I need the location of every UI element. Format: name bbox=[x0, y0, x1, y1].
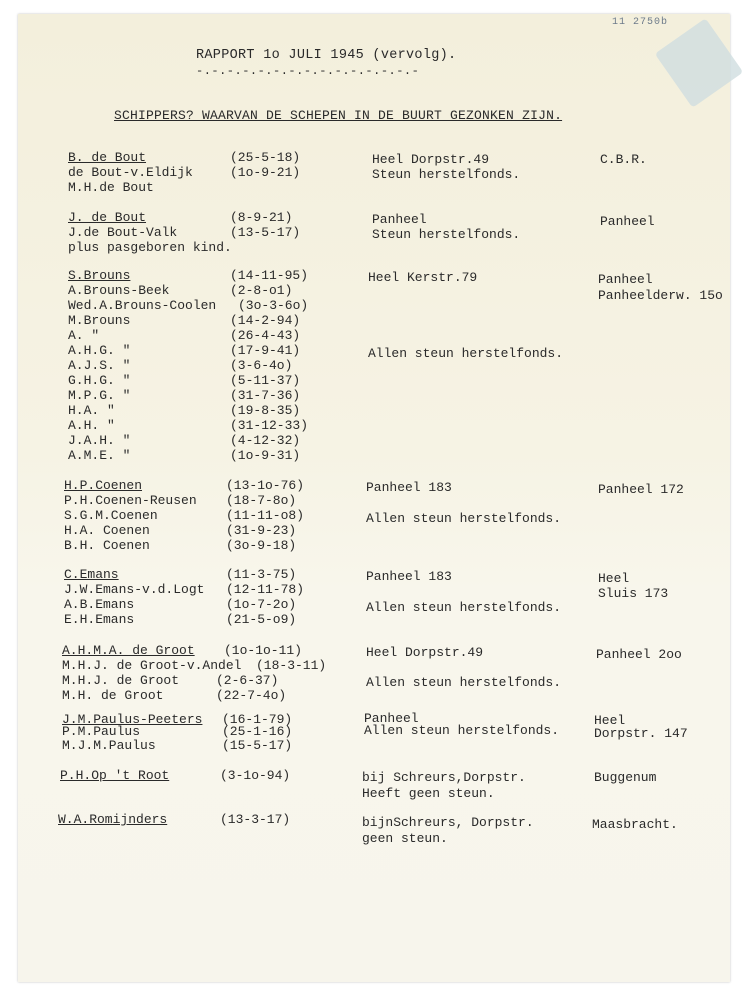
person-name: C.Emans bbox=[64, 567, 119, 582]
address: Heel Kerstr.79 bbox=[368, 270, 478, 285]
address: bij Schreurs,Dorpstr. bbox=[362, 770, 526, 785]
person-name: M.P.G. " bbox=[68, 388, 131, 403]
birth-date: (3o-3-6o) bbox=[238, 298, 309, 313]
place: C.B.R. bbox=[600, 152, 647, 167]
person-name: A.M.E. " bbox=[68, 448, 131, 463]
person-name: J.M.Paulus-Peeters bbox=[62, 712, 203, 727]
place: Dorpstr. 147 bbox=[594, 726, 688, 741]
person-name: E.H.Emans bbox=[64, 612, 135, 627]
person-name: M.J.M.Paulus bbox=[62, 738, 156, 753]
person-name: P.H.Coenen-Reusen bbox=[64, 493, 197, 508]
birth-date: (19-8-35) bbox=[230, 403, 301, 418]
person-name: Wed.A.Brouns-Coolen bbox=[68, 298, 217, 313]
birth-date: (18-3-11) bbox=[256, 658, 327, 673]
person-name: S.Brouns bbox=[68, 268, 131, 283]
support-note: Allen steun herstelfonds. bbox=[366, 675, 562, 690]
support-note: Steun herstelfonds. bbox=[372, 167, 521, 182]
person-name: J.W.Emans-v.d.Logt bbox=[64, 582, 205, 597]
birth-date: (11-3-75) bbox=[226, 567, 297, 582]
birth-date: (31-7-36) bbox=[230, 388, 301, 403]
place: Panheel 172 bbox=[598, 482, 684, 497]
birth-date: (31-9-23) bbox=[226, 523, 297, 538]
birth-date: (14-11-95) bbox=[230, 268, 309, 283]
address: bijnSchreurs, Dorpstr. bbox=[362, 815, 534, 830]
person-name: M.H. de Groot bbox=[62, 688, 164, 703]
person-name: de Bout-v.Eldijk bbox=[68, 165, 193, 180]
person-name: M.H.J. de Groot-v.Andel bbox=[62, 658, 242, 673]
place: Panheelderw. 15o bbox=[598, 288, 723, 303]
support-note: Heeft geen steun. bbox=[362, 786, 495, 801]
person-name: A.H.M.A. de Groot bbox=[62, 643, 195, 658]
address: Panheel 183 bbox=[366, 480, 452, 495]
birth-date: (16-1-79) bbox=[222, 712, 293, 727]
birth-date: (25-5-18) bbox=[230, 150, 301, 165]
archive-number: 11 2750b bbox=[612, 17, 669, 28]
birth-date: (17-9-41) bbox=[230, 343, 301, 358]
birth-date: (26-4-43) bbox=[230, 328, 301, 343]
person-name: B. de Bout bbox=[68, 150, 147, 165]
person-name: M.Brouns bbox=[68, 313, 131, 328]
birth-date: (13-5-17) bbox=[230, 225, 301, 240]
birth-date: (1o-9-31) bbox=[230, 448, 301, 463]
birth-date: (22-7-4o) bbox=[216, 688, 287, 703]
person-name: A.B.Emans bbox=[64, 597, 135, 612]
place: Heel bbox=[598, 571, 630, 586]
birth-date: (13-3-17) bbox=[220, 812, 291, 827]
birth-date: (14-2-94) bbox=[230, 313, 301, 328]
person-name: H.P.Coenen bbox=[64, 478, 143, 493]
place: Maasbracht. bbox=[592, 817, 678, 832]
birth-date: (3-1o-94) bbox=[220, 768, 291, 783]
person-name: A.H.G. " bbox=[68, 343, 131, 358]
report-title: RAPPORT 1o JULI 1945 (vervolg). bbox=[196, 48, 457, 63]
birth-date: (13-1o-76) bbox=[226, 478, 305, 493]
birth-date: (3o-9-18) bbox=[226, 538, 297, 553]
person-name: B.H. Coenen bbox=[64, 538, 150, 553]
place: Heel bbox=[594, 713, 626, 728]
birth-date: (15-5-17) bbox=[222, 738, 293, 753]
address: Heel Dorpstr.49 bbox=[372, 152, 490, 167]
birth-date: (8-9-21) bbox=[230, 210, 293, 225]
birth-date: (2-8-o1) bbox=[230, 283, 293, 298]
person-name: A.J.S. " bbox=[68, 358, 131, 373]
support-note: geen steun. bbox=[362, 831, 448, 846]
birth-date: (2-6-37) bbox=[216, 673, 279, 688]
support-note: Allen steun herstelfonds. bbox=[366, 511, 562, 526]
birth-date: (3-6-4o) bbox=[230, 358, 293, 373]
birth-date: (11-11-o8) bbox=[226, 508, 305, 523]
person-name: H.A. " bbox=[68, 403, 115, 418]
person-name: M.H.de Bout bbox=[68, 180, 154, 195]
person-name: A.Brouns-Beek bbox=[68, 283, 170, 298]
birth-date: (5-11-37) bbox=[230, 373, 301, 388]
address: Heel Dorpstr.49 bbox=[366, 645, 484, 660]
person-name: S.G.M.Coenen bbox=[64, 508, 158, 523]
title-underline: -.-.-.-.-.-.-.-.-.-.-.-.-.-.- bbox=[196, 64, 420, 78]
person-name: J.A.H. " bbox=[68, 433, 131, 448]
address: Panheel bbox=[364, 711, 419, 726]
person-name: P.H.Op 't Root bbox=[60, 768, 170, 783]
support-note: Allen steun herstelfonds. bbox=[368, 346, 564, 361]
person-name: H.A. Coenen bbox=[64, 523, 150, 538]
place: Panheel bbox=[600, 214, 655, 229]
person-name: A.H. " bbox=[68, 418, 115, 433]
person-name: J.de Bout-Valk bbox=[68, 225, 178, 240]
person-name: M.H.J. de Groot bbox=[62, 673, 180, 688]
birth-date: (12-11-78) bbox=[226, 582, 305, 597]
address: Panheel 183 bbox=[366, 569, 452, 584]
person-name: plus pasgeboren kind. bbox=[68, 240, 232, 255]
place: Panheel 2oo bbox=[596, 647, 682, 662]
person-name: W.A.Romijnders bbox=[58, 812, 168, 827]
place: Sluis 173 bbox=[598, 586, 669, 601]
section-heading: SCHIPPERS? WAARVAN DE SCHEPEN IN DE BUURT GEZONKEN ZIJN. bbox=[114, 108, 563, 123]
person-name: G.H.G. " bbox=[68, 373, 131, 388]
person-name: P.M.Paulus bbox=[62, 724, 141, 739]
birth-date: (4-12-32) bbox=[230, 433, 301, 448]
place: Buggenum bbox=[594, 770, 657, 785]
birth-date: (21-5-o9) bbox=[226, 612, 297, 627]
birth-date: (1o-7-2o) bbox=[226, 597, 297, 612]
support-note: Allen steun herstelfonds. bbox=[364, 723, 560, 738]
place: Panheel bbox=[598, 272, 653, 287]
birth-date: (31-12-33) bbox=[230, 418, 309, 433]
birth-date: (1o-1o-11) bbox=[224, 643, 303, 658]
birth-date: (1o-9-21) bbox=[230, 165, 301, 180]
birth-date: (25-1-16) bbox=[222, 724, 293, 739]
birth-date: (18-7-8o) bbox=[226, 493, 297, 508]
address: Panheel bbox=[372, 212, 427, 227]
person-name: J. de Bout bbox=[68, 210, 147, 225]
person-name: A. " bbox=[68, 328, 100, 343]
support-note: Allen steun herstelfonds. bbox=[366, 600, 562, 615]
support-note: Steun herstelfonds. bbox=[372, 227, 521, 242]
